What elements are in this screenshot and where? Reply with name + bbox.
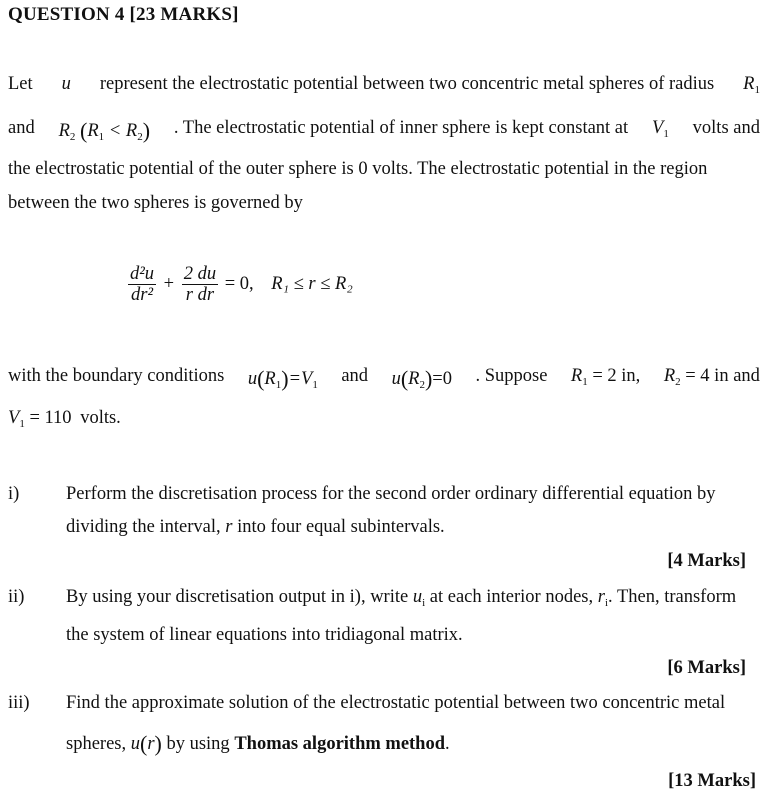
intro-line-2: [8, 118, 760, 144]
var-r1: $R_1$: [743, 74, 760, 96]
question-iii-line-1: Find the approximate solution of the electrostatic potential between two concentric metal: [66, 693, 726, 713]
question-i-number: i): [8, 484, 20, 504]
boundary-line-1: [8, 366, 760, 392]
plus-sign: +: [163, 274, 175, 294]
volts-unit: volts.: [80, 408, 121, 428]
thomas-method-bold: Thomas algorithm method: [234, 734, 446, 754]
boundary-suppose: . Suppose: [475, 366, 548, 386]
var-ri: $r_i$: [597, 587, 609, 609]
equation-domain: R₁ ≤ r ≤ R₂: [271, 274, 353, 294]
var-u-of-r: u(r): [130, 731, 162, 756]
question-i-marks: [4 Marks]: [667, 551, 746, 571]
question-i-line-1: Perform the discretisation process for the second order ordinary differential equation by: [66, 484, 716, 504]
boundary-and: and: [341, 366, 369, 386]
var-r2-condition: $R_2$ $(R_1 < R_2)$: [58, 118, 151, 143]
bc-1: $u(R_1)=V_1$: [247, 366, 318, 391]
governing-equation: [128, 264, 353, 305]
question-ii-line-2: the system of linear equations into tridiagonal matrix.: [66, 625, 463, 645]
var-ui: $u_i$: [412, 587, 426, 609]
boundary-text: with the boundary conditions: [8, 366, 225, 386]
r2-value: $R_2 = 4$ in and: [663, 366, 760, 388]
frac1-denominator: dr²: [131, 285, 154, 305]
intro-line-3: the electrostatic potential of the outer sphere is 0 volts. The electrostatic potential in the region: [8, 159, 708, 179]
var-u: u: [61, 74, 71, 94]
intro-text-inner: . The electrostatic potential of inner sphere is kept constant at: [173, 118, 629, 138]
var-v1: $V_1$: [652, 118, 669, 140]
question-iii-number: iii): [8, 693, 30, 713]
intro-text-volts: volts and: [692, 118, 760, 138]
question-i-line-2: dividing the interval, r into four equal subintervals.: [66, 517, 445, 537]
question-ii-line-1: By using your discretisation output in i), write $u_i$ at each interior nodes, $r_i$. Then, transform: [66, 587, 737, 609]
frac2-numerator: 2 du: [183, 264, 217, 284]
equation-rhs: = 0,: [224, 274, 254, 294]
bc-2: $u(R_2)=0$: [391, 366, 452, 391]
intro-text-let: Let: [8, 74, 33, 94]
var-v1-value: $V_1$: [8, 408, 25, 430]
intro-text-and: and: [8, 118, 35, 138]
intro-line-4: between the two spheres is governed by: [8, 193, 303, 213]
boundary-line-2: [8, 408, 760, 430]
question-iii-line-2: spheres, u(r) by using Thomas algorithm method.: [66, 731, 450, 756]
intro-text-radius: represent the electrostatic potential between two concentric metal spheres of radius: [99, 74, 715, 94]
r1-value: $R_1 = 2$ in,: [570, 366, 641, 388]
intro-line-1: [8, 74, 760, 96]
frac2-denominator: r dr: [185, 285, 215, 305]
question-ii-number: ii): [8, 587, 25, 607]
var-r: r: [225, 517, 233, 537]
v1-value: = 110: [29, 408, 72, 428]
frac1-numerator: d²u: [130, 264, 155, 284]
first-derivative-fraction: [182, 264, 218, 305]
question-iii-marks: [13 Marks]: [668, 771, 756, 791]
second-derivative-fraction: [128, 264, 156, 305]
question-ii-marks: [6 Marks]: [667, 658, 746, 678]
question-heading: QUESTION 4 [23 MARKS]: [8, 4, 239, 25]
